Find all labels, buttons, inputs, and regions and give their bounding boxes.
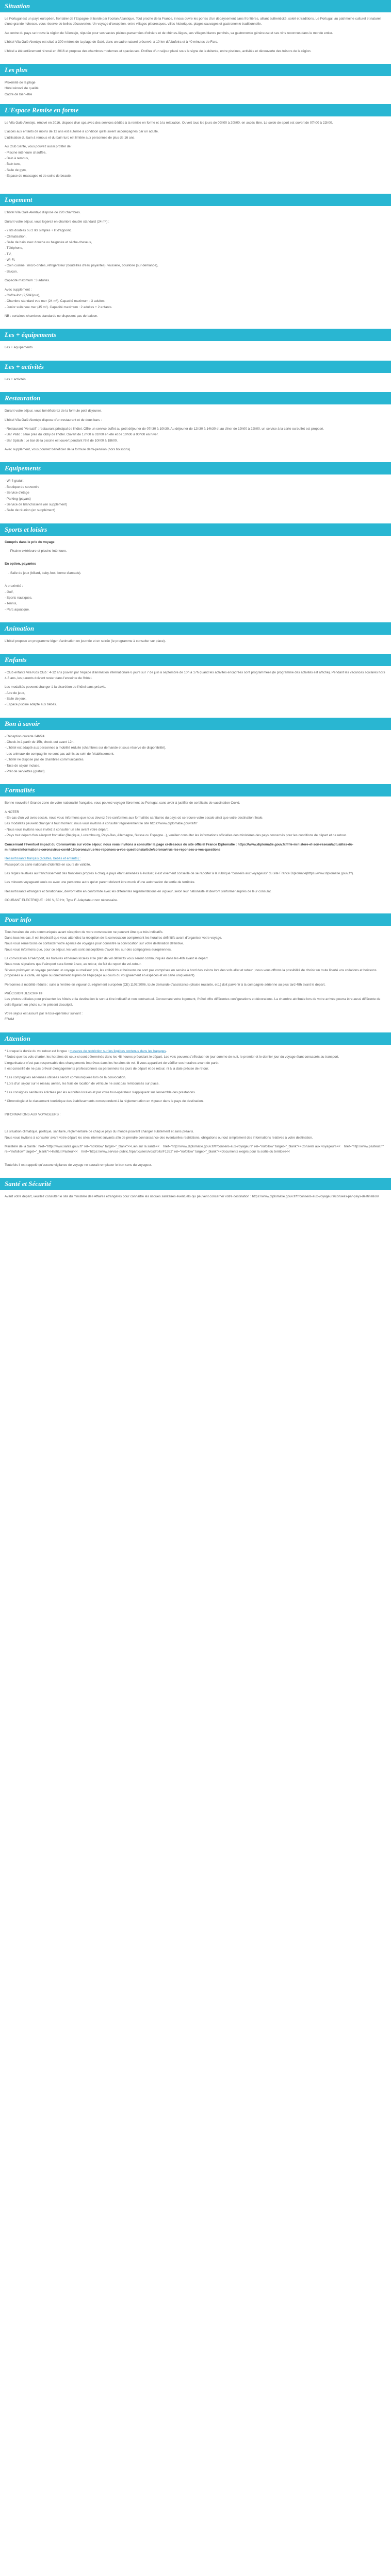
list-item: - Wi-Fi, [5,258,15,262]
paragraph: Le Portugal est un pays européen, frontalier de l'Espagne et bordé par l'océan Atlantique. Tout proche de la France, il nous ouvre les portes d'un dépaysement sans frontières, alliant authenticité, soleil et traditions. Le Portugal, au patrimoine culturel et naturel d'une grande richesse, vous réserve de belles découvertes. Un voyage d'exception, entre villages pittoresques, villes historiques, plages sauvages et gastronomie traditionnelle. [5,17,381,26]
paragraph: Les + activités [5,377,26,381]
paragraph-label: PRÉCISION DESCRIPTIF [5,991,43,995]
paragraph: L'hôtel propose un programme léger d'animation en journée et en soirée (le programme à consulter sur place). [5,639,166,643]
subheading-nearby: À proximité : [5,584,23,588]
section-body-animation [0,635,391,654]
list-item: - Check-in à partir de 15h, check-out avant 12h. [5,740,74,744]
paragraph: Bonne nouvelle ! Grande zone de votre nationalité française, vous pouvez voyager librement au Portugal, sans avoir à justifier de certificats de vaccination Covid. [5,801,240,805]
paragraph: La situation climatique, politique, sanitaire, réglementaire de chaque pays du monde pouvant changer subitement et sans préavis. [5,1130,194,1134]
section-body-restauration [0,404,391,462]
paragraph-label: A NOTER [5,810,20,814]
list-item: - Piscine intérieure chauffée, [5,150,46,155]
list-item: - Prêt de serviettes (gratuit). [5,769,46,773]
section-header-plus-activites: Les + activités [0,361,391,373]
section-body-logement [0,206,391,329]
list-item: - Espace de massages et de soins de beauté. [5,174,72,178]
paragraph: Passeport ou carte nationale d'identité en cours de validité. [5,862,91,867]
paragraph: Les + équipements [5,346,33,350]
paragraph: L'hôtel Vila Galé Alentejo est situé à 300 mètres de la plage de Galé, dans un cadre naturel préservé, à 10 km d'Albufeira et à 40 minutes de Faro. [5,40,218,44]
paragraph: L'hôtel Vila Galé Alentejo dispose de 220 chambres. [5,211,81,215]
list-item: - L'hôtel est adapté aux personnes à mobilité réduite (chambres sur demande et sous réserve de disponibilité). [5,746,166,750]
section-header-bon-a-savoir: Bon à savoir [0,718,391,730]
section-body-sante [0,1190,391,1209]
paragraph: Capacité maximum : 3 adultes. [5,279,50,283]
list-item: - Salle de réunion (en supplément) [5,509,56,513]
paragraph: Personnes à mobilité réduite : suite à l'entrée en vigueur du règlement européen (CE) 1107/2006, toute demande d'assistance (chaise roulante, etc.) doit parvenir à la compagnie aérienne au plus tard 48h avant le départ. [5,982,325,987]
paragraph: Durant votre séjour, vous bénéficierez de la formule petit déjeuner. [5,409,102,413]
list-item: - Wi-fi gratuit [5,479,24,483]
list-item: - Climatisation, [5,234,27,239]
paragraph: Il est conseillé de ne pas prévoir d'engagements professionnels ou personnels les jours de départ et de retour, ni à la date précise de retour. [5,1066,209,1071]
paragraph-label: INFORMATIONS AUX VOYAGEURS : [5,1112,61,1116]
list-item: - Salle de bain avec douche ou baignoire et sèche-cheveux, [5,240,92,244]
list-item: - Tennis, [5,602,18,606]
paragraph: Avec supplément : [5,287,32,292]
list-item: - Bar Splash : Le bar de la piscine est ouvert pendant l'été de 10h00 à 18h00. [5,438,118,443]
paragraph: Avant votre départ, veuillez consulter le site du ministère des Affaires étrangères pour connaître les risques sanitaires éventuels qui peuvent concerner votre destination : https://www.diplomatie.gouv.fr/fr/conseils-aux-voyageurs/conseils-par-pays-destination/ [5,1195,379,1198]
paragraph: - En cas d'un vol avec escale, nous vous informons que nous devrez être conformes aux formalités sanitaires du pays où se trouve votre escale ainsi que votre destination finale. [5,816,264,820]
paragraph: L'hôtel Vila Galé Alentejo dispose d'un restaurant et de deux bars : [5,418,102,422]
paragraph: Durant votre séjour, vous logerez en chambre double standard (24 m²) : [5,219,109,224]
paragraph: FRAM [5,1018,14,1022]
paragraph: * Lorsque la durée du vol retour est longue : mesures de restriction sur les liquides contenus dans les bagages. [5,1049,167,1053]
list-intro: Au Club Santé, vous pouvez aussi profiter de : [5,145,73,149]
list-item: - Coffre-fort (2,50€/jour), [5,293,40,297]
list-item: Hôtel rénové de qualité [5,87,39,91]
list-item: - Les animaux de compagnie ne sont pas admis au sein de l'établissement. [5,752,115,756]
paragraph: Ressortissants étrangers et binationaux, devront être en conformité avec les différentes réglementations en vigueur, selon leur nationalité et devront s'informer auprès de leur consulat. [5,889,272,893]
section-header-enfants: Enfants [0,654,391,666]
paragraph: L'organisateur n'est pas responsable des changements imprévus dans les horaires de vol. Il vous appartient de vérifier ces horaires avant de partir. [5,1061,219,1065]
section-header-restauration: Restauration [0,392,391,404]
list-item: - Réception ouverte 24h/24. [5,734,45,738]
paragraph: Nous vous invitons à consulter avant votre départ les sites internet suivants afin de prendre connaissance des éventuelles restrictions, obligations ou tout simplement des informations relatives à votre destination. [5,1136,313,1140]
section-header-espace-remise: L'Espace Remise en forme [0,104,391,116]
paragraph: Dans tous les cas, il est impératif que vous attendiez la réception de la convocation comprenant les horaires définitifs avant d'organiser votre voyage. [5,936,222,940]
paragraph: Si vous prévoyez un voyage pendant un voyage au meilleur prix, les collations et boissons ne sont pas comprises en service à bord des avions lors des vols aller et retour ; nous vous offrons la possibilité de choisir un toute liberté vos collations et boissons proposées à la carte, en ligne ou directement auprès de l'équipage au cours du vol (paiement en espèces et en carte uniquement). [5,968,377,978]
list-item: - Parc aquatique. [5,607,30,612]
list-item: - Chambre standard vue mer (24 m²). Capacité maximum : 3 adultes. [5,299,106,303]
list-item: - L'hôtel ne dispose pas de chambres communicantes. [5,758,85,762]
paragraph-covid: Concernant l'éventuel impact du Coronavirus sur votre séjour, nous vous invitons à consulter la page ci-dessous du site officiel France Diplomatie : https://www.diplomatie.gouv.fr/fr/le-ministere-et-son-reseau/actualites-du-ministere/informations-coronavirus-covid-19/coronavirus-les-reponses-a-vos-questions/article/coronavirus-les-reponses-a-vos-questions [5,842,353,852]
section-body-formalites [0,796,391,913]
paragraph: * Chronologie et le classement touristique des établissements correspondent à la réglementation en vigueur dans le pays de destination. [5,1099,204,1104]
section-header-equipements: Equipements [0,462,391,474]
list-item: Proximité de la plage [5,80,36,84]
list-item: - Parking (payant) [5,497,31,501]
section-header-attention: Attention [0,1032,391,1045]
paragraph: - Club enfants Vila Kids Club : 4-12 ans (ouvert par l'équipe d'animation internationale 6 jours sur 7 de juin à septembre de 10h à 17h quand les activités encadrées sont programmées (le programme des activités est affiché). Pendant les vacances scolaires hors 4-6 ans, les parents doivent rester dans l'enceinte de l'hôtel. [5,671,385,680]
list-item: - Taxe de séjour incluse. [5,764,40,768]
paragraph: Toutefois il est rappelé qu'aucune vigilance de voyage ne saurait remplacer le bon sens du voyageur. [5,1163,152,1167]
paragraph: - Pays tout départ d'un aéroport frontalier (Belgique, Luxembourg, Pays-Bas, Allemagne, Suisse ou Espagne...), veuillez consulter les informations officielles des ministères des pays concernés pour les conditions de départ et de retour. [5,834,347,838]
list-item: - Junior suite vue mer (45 m²). Capacité maximum : 2 adultes + 2 enfants. [5,305,112,309]
list-item: - Bain turc, [5,162,21,166]
paragraph: COURANT ELECTRIQUE : 230 V, 50 Hz, Type F. Adaptateur non nécessaire. [5,899,118,903]
liquids-link[interactable]: mesures de restriction sur les liquides contenus dans les bagages [70,1049,166,1053]
list-item: - Service de blanchisserie (en supplément) [5,502,68,506]
list-item: - Sports nautiques, [5,596,32,600]
list-item: - Boutique de souvenirs [5,485,40,489]
paragraph: Les modalités peuvent changer à la discrétion de l'hôtel sans préavis. [5,685,106,689]
paragraph: Nous vous signalons que l'aéroport sera fermé à sec, au retour, du fait du report du vol-retour. [5,962,142,967]
list-item: - Salle de gym, [5,168,27,172]
section-header-plus-equipements: Les + équipements [0,329,391,341]
page [0,0,391,1209]
paragraph: * Notez que les vols charter, les horaires de ceux-ci sont déterminés dans les 48 heures précédant le départ. Les vols peuvent s'effectuer de jour comme de nuit, le premier et le dernier jour du voyage étant consacrés au transport. [5,1055,339,1059]
paragraph: Tous horaires de vols communiqués avant réception de votre convocation ne peuvent être que très indicatifs. [5,930,164,934]
paragraph: Les photos utilisées pour présenter les hôtels et la destination le sont à titre indicatif et non contractuel. Concernant votre logement, l'hôtel offre différentes configurations et décorations. La chambre attribuée lors de votre arrivée pourra être aussi différente de celle figurant en photo sur le présent descriptif. [5,997,381,1007]
paragraph-link[interactable]: Ressortissants français (adultes, bébés et enfants) : [5,857,81,861]
paragraph: NB : certaines chambres standards ne disposent pas de balcon. [5,314,99,318]
list-item: - Piscine extérieure et piscine intérieure. [8,549,67,553]
paragraph: - Nous vous invitons vous invitez à consulter un site avant votre départ. [5,827,109,832]
paragraph: * Lors d'un séjour sur le réseau aérien, les frais de location de véhicule ne sont pas remboursés sur place. [5,1081,159,1086]
list-item: - Bain à remous, [5,156,29,160]
list-item: - Aire de jeux, [5,691,25,695]
paragraph: La convocation à l'aéroport, les horaires et heures locales et le plan de vol définitifs vous seront communiqués dans les 48h avant le départ. [5,957,209,960]
paragraph-links[interactable]: Ministère de la Santé : href="http://www.sante.gouv.fr" rel="nofollow" target="_blank">>Lien sur la santé<< href="http://www.diplomatie.gouv.fr/fr/conseils-aux-voyageurs" rel="nofollow" target="_blank">>Conseils aux voyageurs<< href="http://www.pasteur.fr" rel="nofollow" target="_blank">>Institut Pasteur<< href="https://www.service-public.fr/particuliers/vosdroits/F1352" rel="nofollow" target="_blank">>Documents exigés pour la sortie du territoire<< [5,1144,384,1154]
section-body-plus-activites [0,373,391,392]
section-header-logement: Logement [0,194,391,206]
list-item: - Restaurant "Versatil" : restaurant principal de l'hôtel. Offre un service buffet au petit déjeuner de 07h30 à 10h30. Au déjeuner de 12h30 à 14h30 et au dîner de 19h00 à 22h00, un service à la carte ou buffet est proposé. [5,427,324,431]
paragraph: Les mineurs voyageant seuls ou avec une personne autre qu'un parent doivent être munis d'une autorisation de sortie de territoire. [5,880,196,885]
list-item: - Balcon. [5,269,18,274]
list-item: - Service d'étage [5,491,29,495]
subheading-included: Compris dans le prix du voyage [5,540,55,544]
list-item: - TV, [5,252,12,256]
section-header-animation: Animation [0,622,391,635]
paragraph: L'hôtel a été entièrement rénové en 2016 et propose des chambres modernes et spacieuses. Profitez d'un séjour placé sous le signe de la détente, entre piscines, activités et découverte des trésors de la région. [5,49,312,53]
section-body-espace-remise [0,116,391,194]
section-body-enfants [0,666,391,717]
section-body-pour-info [0,926,391,1032]
paragraph: Les règles relatives au franchissement des frontières propres à chaque pays étant amenées à évoluer, il est vivement conseillé de se reporter à la rubrique "conseils aux voyageurs" du site France Diplomatie(https://www.diplomatie.gouv.fr/). [5,872,354,875]
section-body-attention [0,1045,391,1178]
list-item: - 2 lits doubles ou 2 lits simples + lit d'appoint, [5,229,72,233]
paragraph: L'accès aux enfants de moins de 12 ans est autorisé à condition qu'ils soient accompagnés par un adulte. [5,130,159,134]
list-item: - Golf, [5,590,14,594]
section-body-plus-equipements [0,341,391,360]
list-item: - Bar Pátio : situé près du lobby de l'hôtel. Ouvert de 17h00 à 01h00 en été et de 10h00 à 00h00 en hiver. [5,433,159,437]
section-header-formalites: Formalités [0,784,391,796]
paragraph: * Les compagnies aériennes utilisées seront communiquées lors de la convocation. [5,1076,126,1080]
section-body-situation [0,12,391,64]
paragraph: L'utilisation du bain à remous et du bain turc est limitée aux personnes de plus de 16 ans. [5,135,136,140]
paragraph: Avec supplément, vous pourrez bénéficier de la formule demi-pension (hors boissons). [5,448,131,451]
section-header-pour-info: Pour info [0,913,391,926]
paragraph: * Les consignes sanitaires édictées par les autorités locales et par votre tour-opérateur s'appliquent sur l'ensemble des prestations. [5,1091,196,1094]
section-header-les-plus: Les plus [0,64,391,76]
paragraph: Votre séjour est assuré par le tour-opérateur suivant : [5,1012,83,1015]
list-item: - Espace piscine adapté aux bébés. [5,703,57,707]
section-header-sports: Sports et loisirs [0,523,391,536]
list-item: - Salle de jeux, [5,697,27,701]
paragraph: Nous vous informons que, pour ce séjour, les vols sont susceptibles d'avoir lieu sur des compagnies européennes. [5,947,172,952]
list-item: Cadre de bien-être [5,92,32,96]
paragraph: Au centre du pays se trouve la région de l'Alentejo, réputée pour ses vastes plaines parsemées d'oliviers et de chênes-lièges, ses villages blancs perchés, sa gastronomie généreuse et ses vins reconnus dans le monde entier. [5,31,333,35]
section-body-equipements [0,474,391,523]
paragraph: Les modalités peuvent changer à tout moment, nous vous invitons à consulter régulièrement le site https://www.diplomatie.gouv.fr/fr/ [5,822,198,826]
section-body-sports [0,536,391,622]
list-item: - Coin cuisine : micro-ondes, réfrigérateur (bouteilles d'eau payantes), vaisselle, bouilloire (sur demande), [5,264,158,268]
paragraph: Nous vous remercions de contacter votre agence de voyages pour connaître la convocation sur votre destination définitive. [5,942,184,946]
list-item: - Téléphone, [5,246,23,250]
section-body-les-plus [0,76,391,104]
subheading-paid: En option, payantes [5,562,36,566]
section-header-sante: Santé et Sécurité [0,1178,391,1190]
list-item: - Salle de jeux (billard, baby-foot, borne d'arcade). [8,571,82,575]
section-body-bon-a-savoir [0,730,391,785]
paragraph: Le Vila Galé Alentejo, rénové en 2016, dispose d'un spa avec des services dédiés à la remise en forme et à la relaxation. Ouvert tous les jours de 09h00 à 20h00, en accès libre. Le solde de sport est ouvert de 07h00 à 22h00. [5,121,333,125]
section-header-situation: Situation [0,0,391,12]
